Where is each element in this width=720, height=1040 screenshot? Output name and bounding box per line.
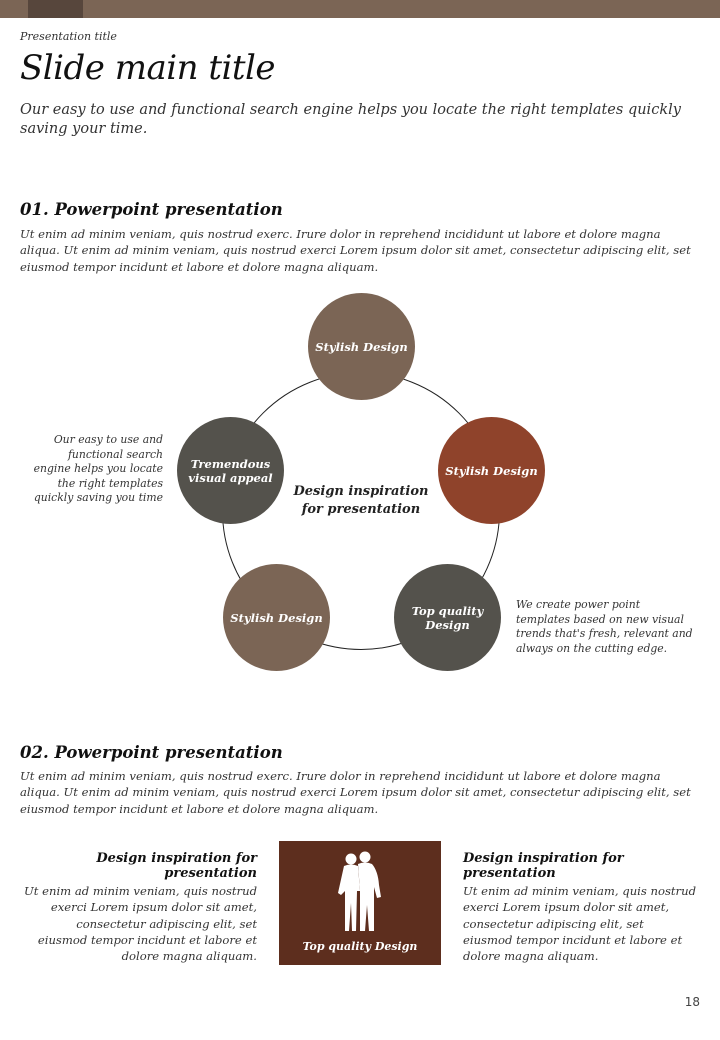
diagram-node-left [177, 417, 284, 524]
photo-box [279, 841, 441, 965]
page-number: 18 [684, 995, 700, 1009]
diagram-node-bottom-left [223, 564, 330, 671]
diagram-center-text: Design inspiration for presentation [293, 484, 429, 517]
right-note: We create power point templates based on new visual trends that's fresh, relevant and always on the cutting edge. [516, 598, 693, 655]
section-2-body: Ut enim ad minim veniam, quis nostrud exerc. Irure dolor in reprehend incididunt ut labore et dolore magna aliqua. Ut enim ad minim veniam, quis nostrud exerci Lorem ipsum dolor sit amet, consectetur adipiscing elit, set eiusmod tempor incidunt et labore et dolore magna aliquam. [20, 769, 691, 816]
left-note: Our easy to use and functional search engine helps you locate the right templates quickly saving you time [33, 433, 163, 504]
diagram-node-label: Stylish Design [445, 463, 538, 478]
top-bar [0, 0, 720, 18]
left-card-title: Design inspiration for presentation [96, 851, 257, 881]
section-1-title: 01. Powerpoint presentation [20, 200, 283, 219]
presentation-title: Presentation title [20, 30, 117, 43]
section-1-body: Ut enim ad minim veniam, quis nostrud exerc. Irure dolor in reprehend incididunt ut labore et dolore magna aliqua. Ut enim ad minim veniam, quis nostrud exerci Lorem ipsum dolor sit amet, consectetur adipiscing elit, set eiusmod tempor incidunt et labore et dolore magna aliquam. [20, 227, 691, 274]
diagram-node-right [438, 417, 545, 524]
top-bar-accent [28, 0, 83, 18]
photo-caption: Top quality Design [302, 940, 418, 953]
slide-subtitle: Our easy to use and functional search engine helps you locate the right templates quickly saving your time. [20, 102, 681, 137]
section-2-title: 02. Powerpoint presentation [20, 743, 283, 762]
slide-main-title: Slide main title [20, 48, 276, 88]
right-card-body: Ut enim ad minim veniam, quis nostrud exerci Lorem ipsum dolor sit amet, consectetur adipiscing elit, set eiusmod tempor incidunt et labore et dolore magna aliquam. [463, 884, 696, 964]
diagram-node-bottom-right [394, 564, 501, 671]
left-card-body: Ut enim ad minim veniam, quis nostrud exerci Lorem ipsum dolor sit amet, consectetur adipiscing elit, set eiusmod tempor incidunt et labore et dolore magna aliquam. [24, 884, 257, 964]
right-card-title: Design inspiration for presentation [463, 851, 624, 881]
diagram-node-top [308, 293, 415, 400]
diagram-node-label: Stylish Design [315, 339, 408, 354]
people-silhouette-icon [334, 851, 386, 935]
diagram-node-label: Tremendous visual appeal [188, 456, 273, 485]
diagram-node-label: Stylish Design [230, 610, 323, 625]
diagram-node-label: Top quality Design [411, 603, 484, 632]
